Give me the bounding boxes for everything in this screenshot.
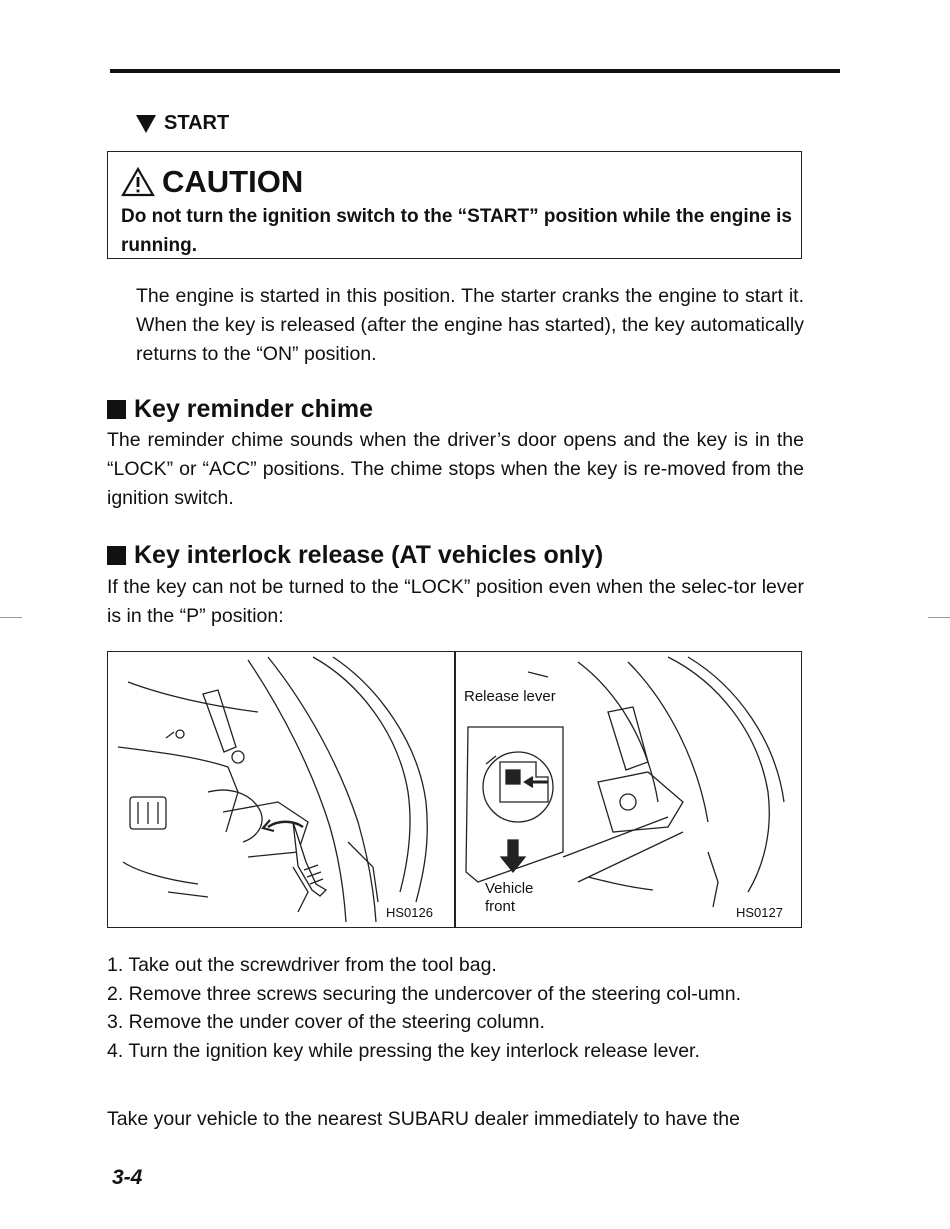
caution-text: Do not turn the ignition switch to the “START” position while the engine is running. xyxy=(121,206,792,256)
step-item: 3. Remove the under cover of the steering column. xyxy=(107,1011,545,1033)
key-reminder-title: Key reminder chime xyxy=(134,395,373,423)
vehicle-front-label xyxy=(485,880,533,916)
page-number: 3-4 xyxy=(112,1166,143,1189)
final-paragraph: Take your vehicle to the nearest SUBARU dealer immediately to have the xyxy=(107,1108,740,1130)
figure-divider xyxy=(454,652,456,927)
key-reminder-paragraph: The reminder chime sounds when the driver’s door opens and the key is in the “LOCK” or “ACC” positions. The chime stops when the key is re-moved from the ignition switch. xyxy=(107,429,804,509)
start-paragraph: The engine is started in this position. The starter cranks the engine to start it. When the key is released (after the engine has started), the key automatically returns to the “ON” position. xyxy=(136,285,804,365)
key-reminder-heading xyxy=(107,395,373,424)
key-interlock-paragraph: If the key can not be turned to the “LOCK” position even when the selec-tor lever is in the “P” position: xyxy=(107,576,804,627)
key-interlock-title: Key interlock release (AT vehicles only) xyxy=(134,541,604,569)
vehicle-front-label-line2: front xyxy=(485,898,516,915)
caution-box xyxy=(107,151,802,259)
start-heading-label: START xyxy=(164,112,230,134)
caution-title xyxy=(121,164,303,200)
caution-title-label: CAUTION xyxy=(162,164,304,199)
step-item: 4. Turn the ignition key while pressing the key interlock release lever. xyxy=(107,1039,700,1062)
crop-mark-right xyxy=(928,617,950,618)
step-item: 2. Remove three screws securing the undercover of the steering col-umn. xyxy=(107,982,742,1005)
release-lever-label: Release lever xyxy=(464,688,556,705)
vehicle-front-label-line1: Vehicle xyxy=(485,880,534,897)
square-bullet-icon xyxy=(107,546,126,565)
step-item: 1. Take out the screwdriver from the tool bag. xyxy=(107,954,497,976)
illustration-figure xyxy=(107,651,802,928)
triangle-bullet-icon xyxy=(136,115,156,133)
key-interlock-heading xyxy=(107,541,603,570)
figure-code-right: HS0127 xyxy=(736,905,783,920)
start-heading xyxy=(136,112,229,135)
crop-mark-left xyxy=(0,617,22,618)
warning-triangle-icon xyxy=(121,167,155,197)
steps-list xyxy=(107,951,804,1065)
top-rule xyxy=(110,69,840,73)
square-bullet-icon xyxy=(107,400,126,419)
figure-code-left: HS0126 xyxy=(386,905,433,920)
